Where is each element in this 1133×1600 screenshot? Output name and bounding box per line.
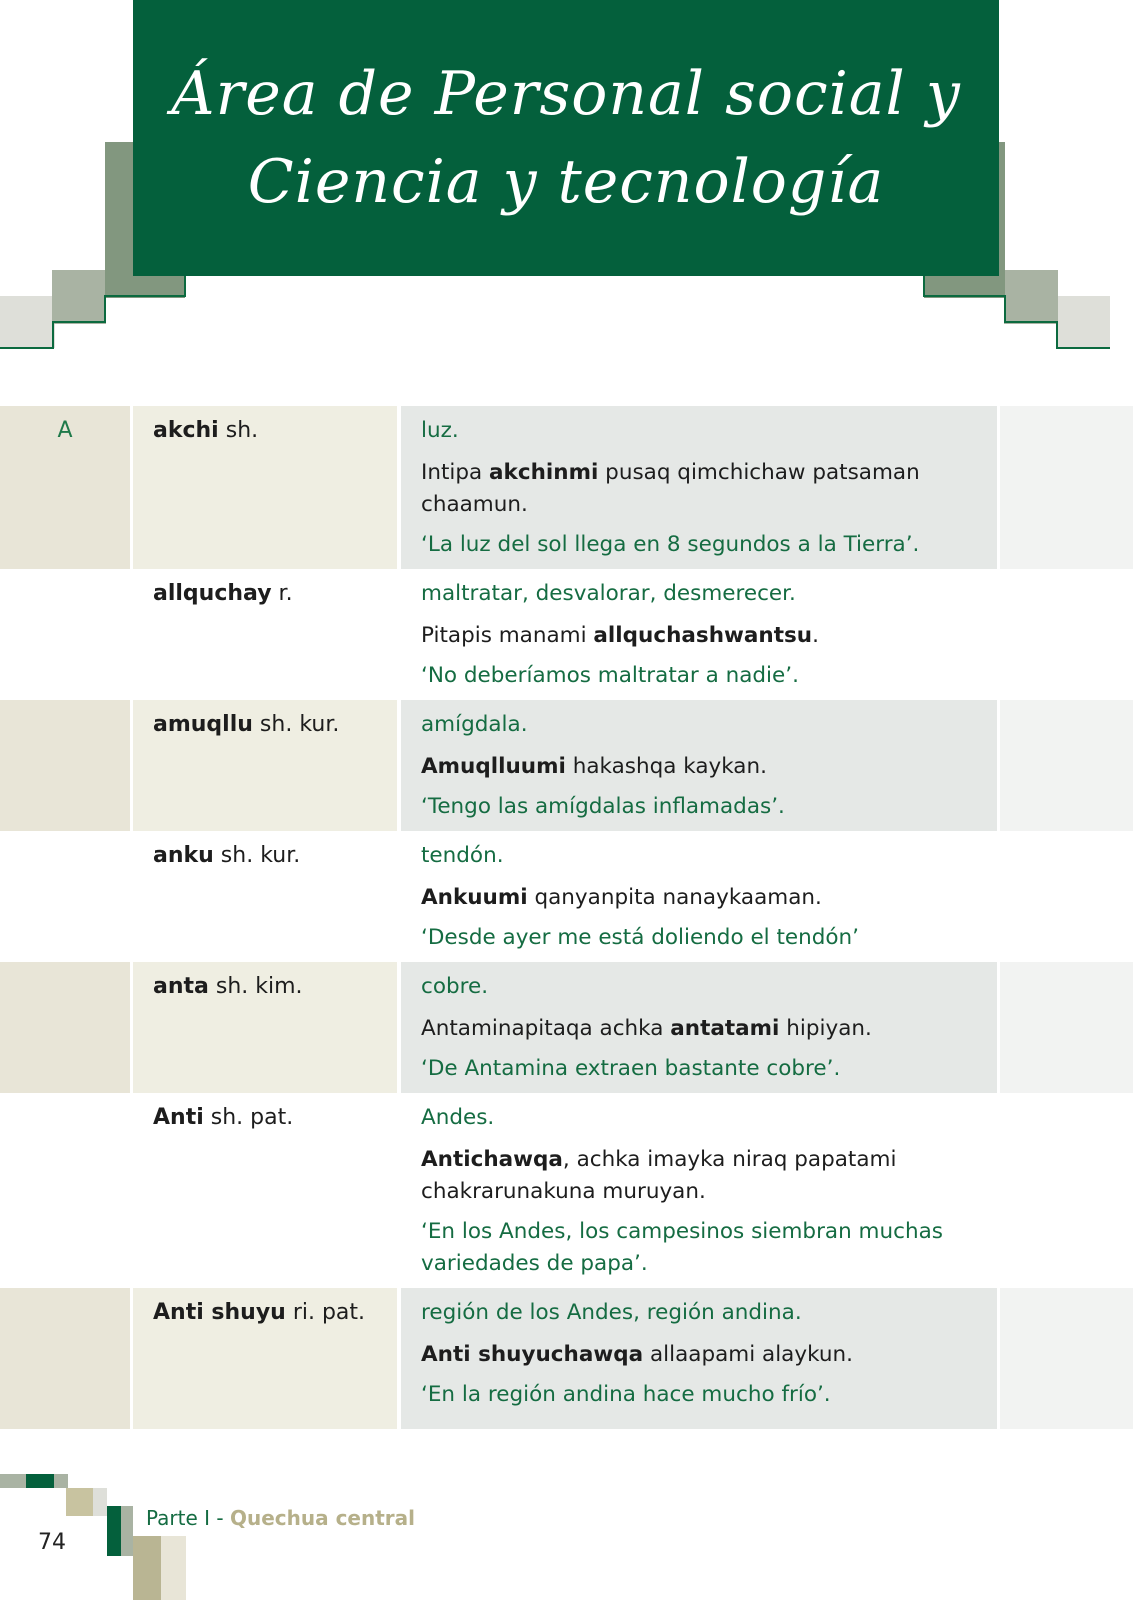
headword-cell	[133, 700, 397, 831]
edge-cell	[1000, 1288, 1133, 1429]
headword-cell	[133, 406, 397, 569]
example-keyword: allquchashwantsu	[593, 623, 813, 648]
headword-pos: sh. kim.	[208, 974, 303, 999]
meaning: región de los Andes, región andina.	[421, 1300, 802, 1325]
example-sentence: Ankuumi qanyanpita nanaykaaman.	[421, 885, 822, 910]
example-sentence: Antaminapitaqa achka antatami hipiyan.	[421, 1016, 872, 1041]
example-keyword: akchinmi	[489, 460, 599, 485]
example-sentence: Antichawqa, achka imayka niraq papatami chakrarunakuna muruyan.	[421, 1147, 897, 1204]
headword-pos: sh. kur.	[252, 712, 340, 737]
letter-cell	[0, 962, 130, 1093]
letter-cell	[0, 831, 130, 962]
meaning: Andes.	[421, 1105, 495, 1130]
definition-cell	[401, 1288, 997, 1429]
definition-cell	[401, 700, 997, 831]
definition-cell	[401, 1093, 997, 1288]
headword-pos: sh. pat.	[203, 1105, 294, 1130]
headword-term: Anti	[153, 1105, 204, 1130]
edge-cell	[1000, 831, 1133, 962]
example-keyword: Antichawqa	[421, 1147, 563, 1172]
meaning: luz.	[421, 418, 459, 443]
footer-language: Quechua central	[229, 1506, 416, 1530]
headword-pos: ri. pat.	[285, 1300, 366, 1325]
headword	[133, 569, 397, 606]
definition-cell	[401, 831, 997, 962]
letter-cell	[0, 700, 130, 831]
glossary-row	[0, 962, 1133, 1093]
headword-term: anta	[153, 974, 209, 999]
glossary-table	[0, 406, 1133, 1429]
headword-term: akchi	[153, 418, 219, 443]
example-sentence: Anti shuyuchawqa allaapami alaykun.	[421, 1342, 853, 1367]
example-sentence: Intipa akchinmi pusaq qimchichaw patsaman chaamun.	[421, 460, 920, 517]
translation: ‘En la región andina hace mucho frío’.	[421, 1382, 831, 1407]
letter-cell	[0, 1093, 130, 1288]
headword-cell	[133, 1288, 397, 1429]
footer-block	[26, 1474, 54, 1488]
translation: ‘No deberíamos maltratar a nadie’.	[421, 663, 799, 688]
glossary-row	[0, 1288, 1133, 1429]
example-keyword: Anti shuyuchawqa	[421, 1342, 644, 1367]
headword-cell	[133, 1093, 397, 1288]
translation: ‘En los Andes, los campesinos siembran muchas variedades de papa’.	[421, 1219, 943, 1276]
definition-cell	[401, 406, 997, 569]
headword-pos: r.	[271, 581, 293, 606]
footer-block	[133, 1536, 161, 1600]
footer-part-label	[146, 1506, 415, 1530]
headword	[133, 406, 397, 443]
headword-pos: sh. kur.	[213, 843, 301, 868]
headword-pos: sh.	[218, 418, 259, 443]
footer-block	[93, 1488, 107, 1516]
letter-cell	[0, 569, 130, 700]
meaning: maltratar, desvalorar, desmerecer.	[421, 581, 796, 606]
example-keyword: Amuqlluumi	[421, 754, 566, 779]
headword-cell	[133, 962, 397, 1093]
headword-term: allquchay	[153, 581, 272, 606]
footer-block	[121, 1506, 133, 1556]
headword-cell	[133, 831, 397, 962]
section-letter: A	[57, 418, 73, 443]
translation: ‘Desde ayer me está doliendo el tendón’	[421, 925, 860, 950]
footer-block	[107, 1506, 121, 1556]
glossary-row	[0, 700, 1133, 831]
page-title-line-1: Área de Personal social y	[171, 59, 961, 129]
footer-block	[161, 1536, 186, 1600]
page-number: 74	[38, 1530, 66, 1555]
footer-block	[54, 1474, 68, 1488]
definition-cell	[401, 962, 997, 1093]
headword	[133, 962, 397, 999]
edge-cell	[1000, 1093, 1133, 1288]
headword	[133, 700, 397, 737]
glossary-row	[0, 569, 1133, 700]
headword-term: anku	[153, 843, 214, 868]
translation: ‘La luz del sol llega en 8 segundos a la Tierra’.	[421, 532, 920, 557]
headword-cell	[133, 569, 397, 700]
meaning: tendón.	[421, 843, 504, 868]
footer-block	[0, 1474, 28, 1488]
headword-term: amuqllu	[153, 712, 253, 737]
example-sentence: Pitapis manami allquchashwantsu.	[421, 623, 819, 648]
example-keyword: antatami	[670, 1016, 780, 1041]
meaning: amígdala.	[421, 712, 528, 737]
translation: ‘Tengo las amígdalas inflamadas’.	[421, 794, 785, 819]
example-keyword: Ankuumi	[421, 885, 528, 910]
glossary-row	[0, 831, 1133, 962]
letter-cell	[0, 1288, 130, 1429]
footer-block	[66, 1488, 94, 1516]
headword	[133, 1093, 397, 1130]
edge-cell	[1000, 700, 1133, 831]
page-title-line-2: Ciencia y tecnología	[247, 147, 885, 217]
definition-cell	[401, 569, 997, 700]
title-banner	[133, 0, 999, 276]
headword-term: Anti shuyu	[153, 1300, 286, 1325]
edge-cell	[1000, 406, 1133, 569]
letter-cell	[0, 406, 130, 569]
glossary-row	[0, 1093, 1133, 1288]
footer-part: Parte I -	[146, 1506, 230, 1530]
headword	[133, 831, 397, 868]
meaning: cobre.	[421, 974, 489, 999]
edge-cell	[1000, 569, 1133, 700]
glossary-row	[0, 406, 1133, 569]
translation: ‘De Antamina extraen bastante cobre’.	[421, 1056, 841, 1081]
edge-cell	[1000, 962, 1133, 1093]
example-sentence: Amuqlluumi hakashqa kaykan.	[421, 754, 767, 779]
headword	[133, 1288, 397, 1325]
